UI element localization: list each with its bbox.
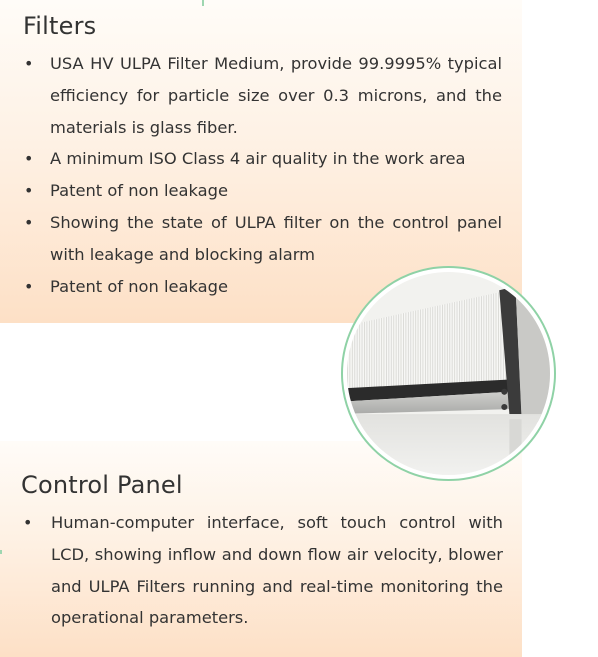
list-item	[0, 175, 502, 207]
list-item	[0, 143, 502, 175]
decorative-tick	[202, 0, 204, 6]
ulpa-filter-photo	[341, 266, 556, 481]
bullet-icon: •	[23, 513, 33, 532]
bullet-icon: •	[24, 54, 34, 73]
bullet-icon: •	[24, 149, 34, 169]
bullet-icon: •	[24, 276, 34, 296]
filters-list	[0, 48, 502, 302]
list-item-text: Patent of non leakage	[50, 181, 228, 201]
bullet-icon: •	[24, 212, 34, 232]
list-item-text: USA HV ULPA Filter Medium, provide 99.9995% typical efficiency for particle size over 0.3 microns, and the materials is glass fiber.	[50, 54, 502, 137]
list-item	[0, 48, 502, 143]
control-panel-list	[0, 507, 503, 634]
list-item	[0, 207, 502, 271]
ulpa-filter-photo-icon	[347, 272, 550, 475]
list-item-text: Human-computer interface, soft touch control with LCD, showing inflow and down flow air velocity, blower and ULPA Filters running and real-time monitoring the operational parameters.	[51, 513, 503, 628]
list-item-text: Showing the state of ULPA filter on the control panel with leakage and blocking alarm	[50, 212, 502, 264]
control-panel-title: Control Panel	[21, 471, 183, 499]
filters-title: Filters	[23, 12, 97, 40]
list-item-text: A minimum ISO Class 4 air quality in the work area	[50, 149, 466, 169]
list-item-text: Patent of non leakage	[50, 276, 228, 296]
bullet-icon: •	[24, 181, 34, 201]
list-item	[0, 507, 503, 634]
